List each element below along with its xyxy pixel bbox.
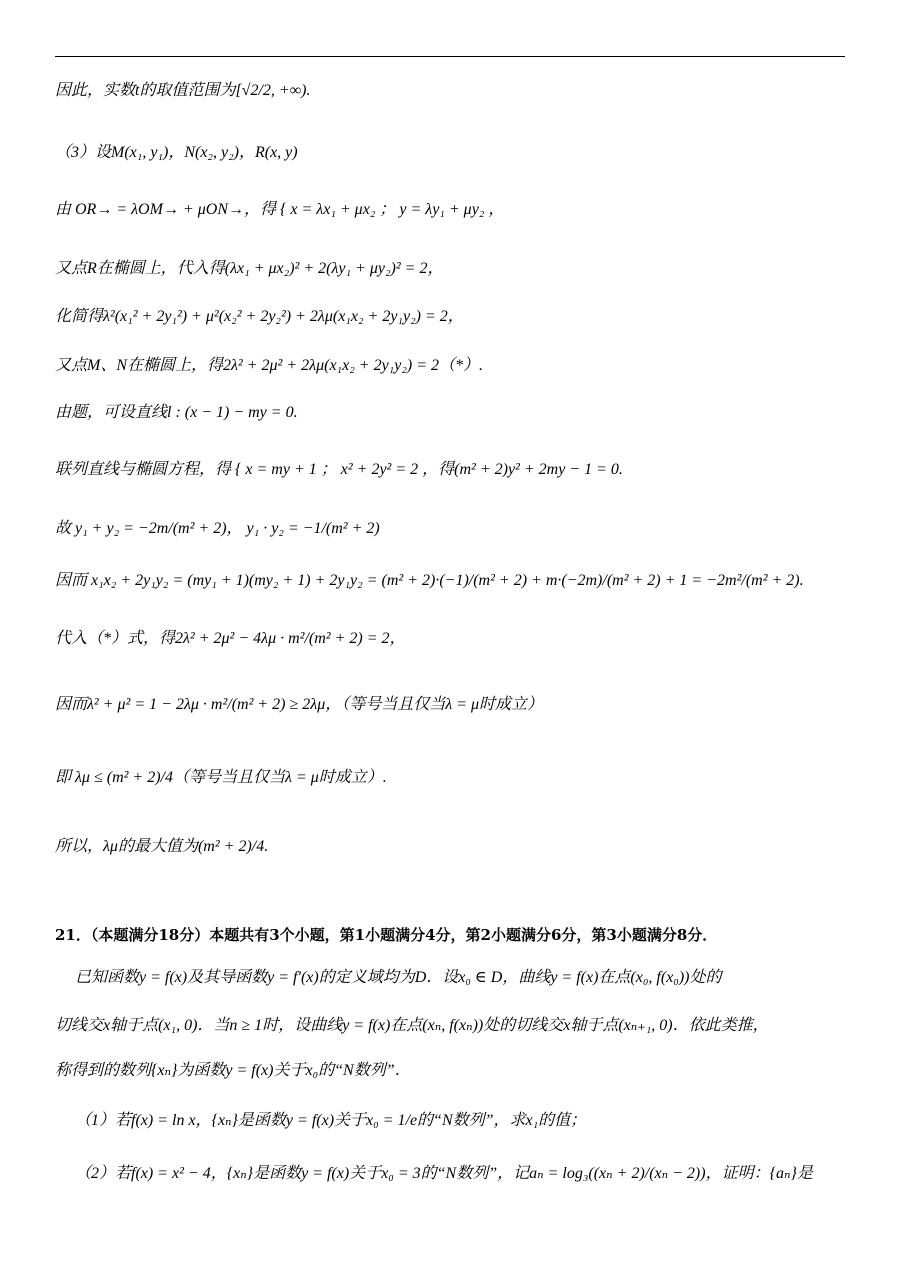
line-simplify: 化简得λ²(x₁² + 2y₁²) + μ²(x₂² + 2y₂²) + 2λμ(x₁x₂ + 2y₁y₂) = 2， xyxy=(55,308,464,325)
header-rule xyxy=(55,56,845,57)
problem-21-statement-3: 称得到的数列{xₙ}为函数y = f(x)关于x₀的“N数列”． xyxy=(55,1062,411,1079)
line-maximum: 所以，λμ的最大值为(m² + 2)/4. xyxy=(55,838,269,855)
problem-21-statement-2: 切线交x轴于点(x₁, 0)．当n ≥ 1时，设曲线y = f(x)在点(xₙ, f(xₙ))处的切线交x轴于点(xₙ₊₁, 0)．依此类推， xyxy=(55,1017,769,1034)
line-substitute-ellipse: 又点R在椭圆上，代入得(λx₁ + μx₂)² + 2(λy₁ + μy₂)² = 2， xyxy=(55,260,444,277)
line-star-equation: 又点M、N在椭圆上，得2λ² + 2μ² + 2λμ(x₁x₂ + 2y₁y₂) = 2（*）. xyxy=(55,357,484,374)
line-substitute-star: 代入（*）式，得2λ² + 2μ² − 4λμ · m²/(m² + 2) = 2， xyxy=(55,630,406,647)
line-lambda-mu-bound: 即 λμ ≤ (m² + 2)/4（等号当且仅当λ = μ时成立）. xyxy=(55,769,387,786)
line-system-quadratic: 联列直线与椭圆方程，得 { x = my + 1 ； x² + 2y² = 2 ，得(m² + 2)y² + 2my − 1 = 0. xyxy=(55,461,623,478)
problem-21-part-2: （2）若f(x) = x² − 4，{xₙ}是函数y = f(x)关于x₀ = 3的“N数列”，记aₙ = log₃((xₙ + 2)/(xₙ − 2))，证明：{aₙ}是 xyxy=(75,1165,813,1182)
problem-21-part-1: （1）若f(x) = ln x，{xₙ}是函数y = f(x)关于x₀ = 1/e的“N数列”，求x₁的值； xyxy=(75,1112,587,1129)
line-inequality: 因而λ² + μ² = 1 − 2λμ · m²/(m² + 2) ≥ 2λμ，（等号当且仅当λ = μ时成立） xyxy=(55,696,544,713)
line-product-expand: 因而 x₁x₂ + 2y₁y₂ = (my₁ + 1)(my₂ + 1) + 2y₁y₂ = (m² + 2)·(−1)/(m² + 2) + m·(−2m)/(m² + 2) + 1 = −2m²/(m² + 2). xyxy=(55,572,804,589)
problem-21-statement-1: 已知函数y = f(x)及其导函数y = f′(x)的定义域均为D．设x₀ ∈ D，曲线y = f(x)在点(x₀, f(x₀))处的 xyxy=(75,969,722,986)
problem-21-heading: 21．（本题满分18分）本题共有3个小题，第1小题满分4分，第2小题满分6分，第3小题满分8分． xyxy=(55,926,718,944)
line-t-range: 因此，实数t的取值范围为[√2/2, +∞). xyxy=(55,82,311,99)
line-vieta: 故 y₁ + y₂ = −2m/(m² + 2)， y₁ · y₂ = −1/(m² + 2) xyxy=(55,520,380,537)
line-part3-setup: （3）设M(x₁, y₁)，N(x₂, y₂)，R(x, y) xyxy=(55,144,298,161)
line-vector-equation: 由 OR→ = λOM→ + μON→，得 { x = λx₁ + μx₂ ； y = λy₁ + μy₂ ， xyxy=(55,201,505,218)
line-line-equation: 由题，可设直线l : (x − 1) − my = 0. xyxy=(55,404,298,421)
